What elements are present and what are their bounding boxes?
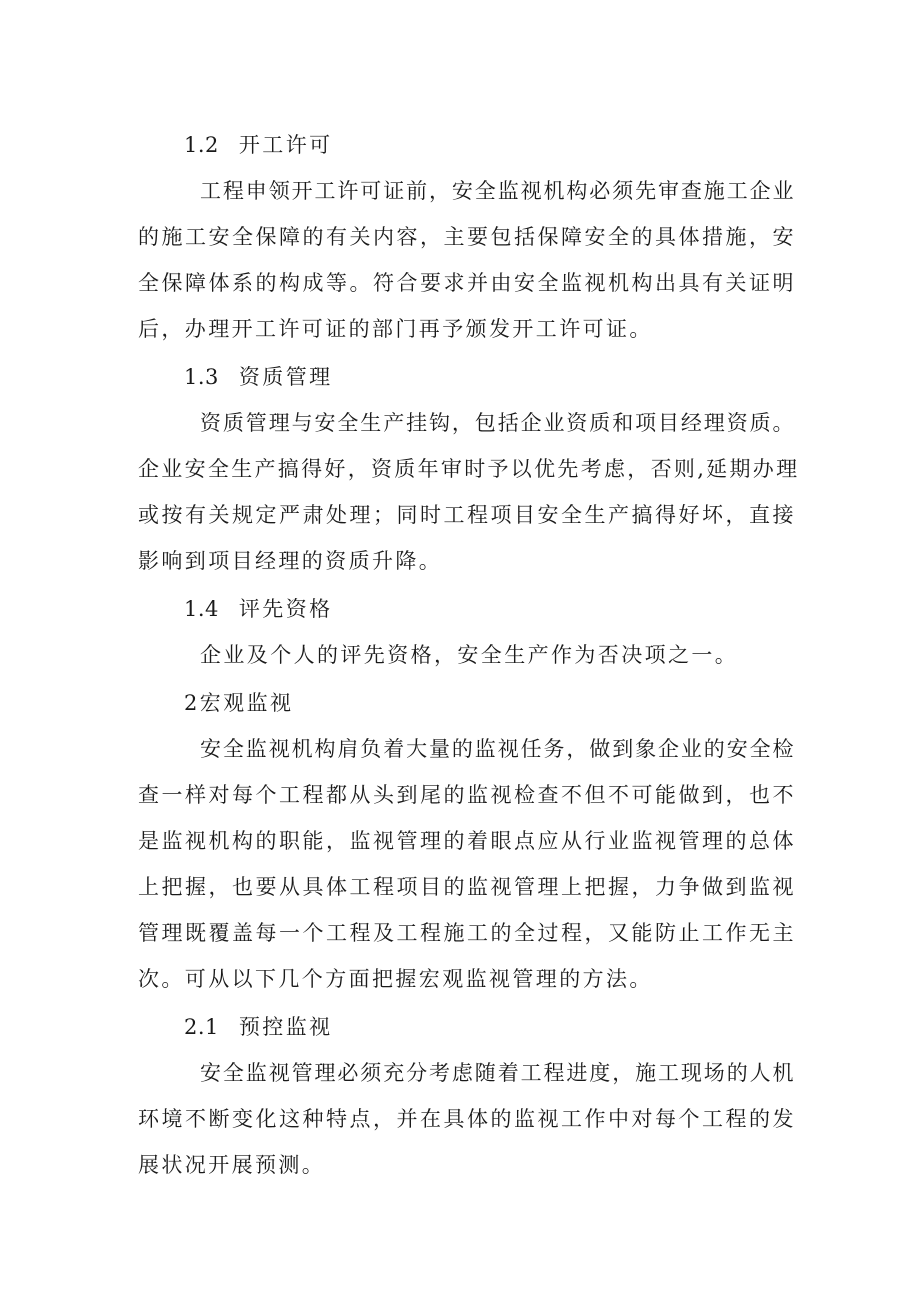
paragraph-line: 全保障体系的构成等。符合要求并由安全监视机构出具有关证明 — [138, 271, 796, 295]
paragraph-line: 是监视机构的职能，监视管理的着眼点应从行业监视管理的总体 — [138, 829, 796, 853]
section-number: 2 — [184, 691, 200, 715]
paragraph-line: 后，办理开工许可证的部门再予颁发开工许可证。 — [138, 317, 653, 341]
paragraph-line: 影响到项目经理的资质升降。 — [138, 549, 443, 573]
section-number: 1.4 — [184, 597, 219, 621]
paragraph-line: 安全监视管理必须充分考虑随着工程进度，施工现场的人机 — [200, 1061, 796, 1085]
section-number: 2.1 — [184, 1015, 219, 1039]
paragraph-line: 安全监视机构肩负着大量的监视任务，做到象企业的安全检 — [200, 737, 796, 761]
paragraph-line: 展状况开展预测。 — [138, 1153, 326, 1177]
paragraph-line: 的施工安全保障的有关内容，主要包括保障安全的具体措施，安 — [138, 225, 796, 249]
paragraph-line: 环境不断变化这种特点，并在具体的监视工作中对每个工程的发 — [138, 1107, 796, 1131]
section-number: 1.2 — [184, 133, 219, 157]
document-page — [138, 120, 798, 1188]
paragraph-line: 工程申领开工许可证前，安全监视机构必须先审查施工企业 — [200, 179, 796, 203]
paragraph-line: 管理既覆盖每一个工程及工程施工的全过程，又能防止工作无主 — [138, 921, 796, 945]
section-heading-2-1 — [138, 1004, 798, 1050]
paragraph-line: 次。可从以下几个方面把握宏观监视管理的方法。 — [138, 967, 653, 991]
section-title: 评先资格 — [238, 597, 333, 621]
paragraph-line: 查一样对每个工程都从头到尾的监视检查不但不可能做到，也不 — [138, 783, 796, 807]
section-title: 资质管理 — [238, 365, 333, 389]
section-heading-1-4 — [138, 586, 798, 632]
section-heading-1-3 — [138, 354, 798, 400]
section-heading-1-2 — [138, 122, 798, 168]
paragraph-line: 企业及个人的评先资格，安全生产作为否决项之一。 — [200, 643, 739, 667]
section-number: 1.3 — [184, 365, 219, 389]
section-title: 预控监视 — [238, 1015, 333, 1039]
paragraph-line: 企业安全生产搞得好，资质年审时予以优先考虑，否则,延期办理 — [138, 457, 800, 481]
paragraph-line: 上把握，也要从具体工程项目的监视管理上把握，力争做到监视 — [138, 875, 796, 899]
paragraph-line: 或按有关规定严肃处理；同时工程项目安全生产搞得好坏，直接 — [138, 503, 796, 527]
section-title: 开工许可 — [238, 133, 333, 157]
paragraph-line: 资质管理与安全生产挂钩，包括企业资质和项目经理资质。 — [200, 411, 796, 435]
section-title: 宏观监视 — [199, 691, 294, 715]
section-heading-2 — [138, 680, 798, 726]
